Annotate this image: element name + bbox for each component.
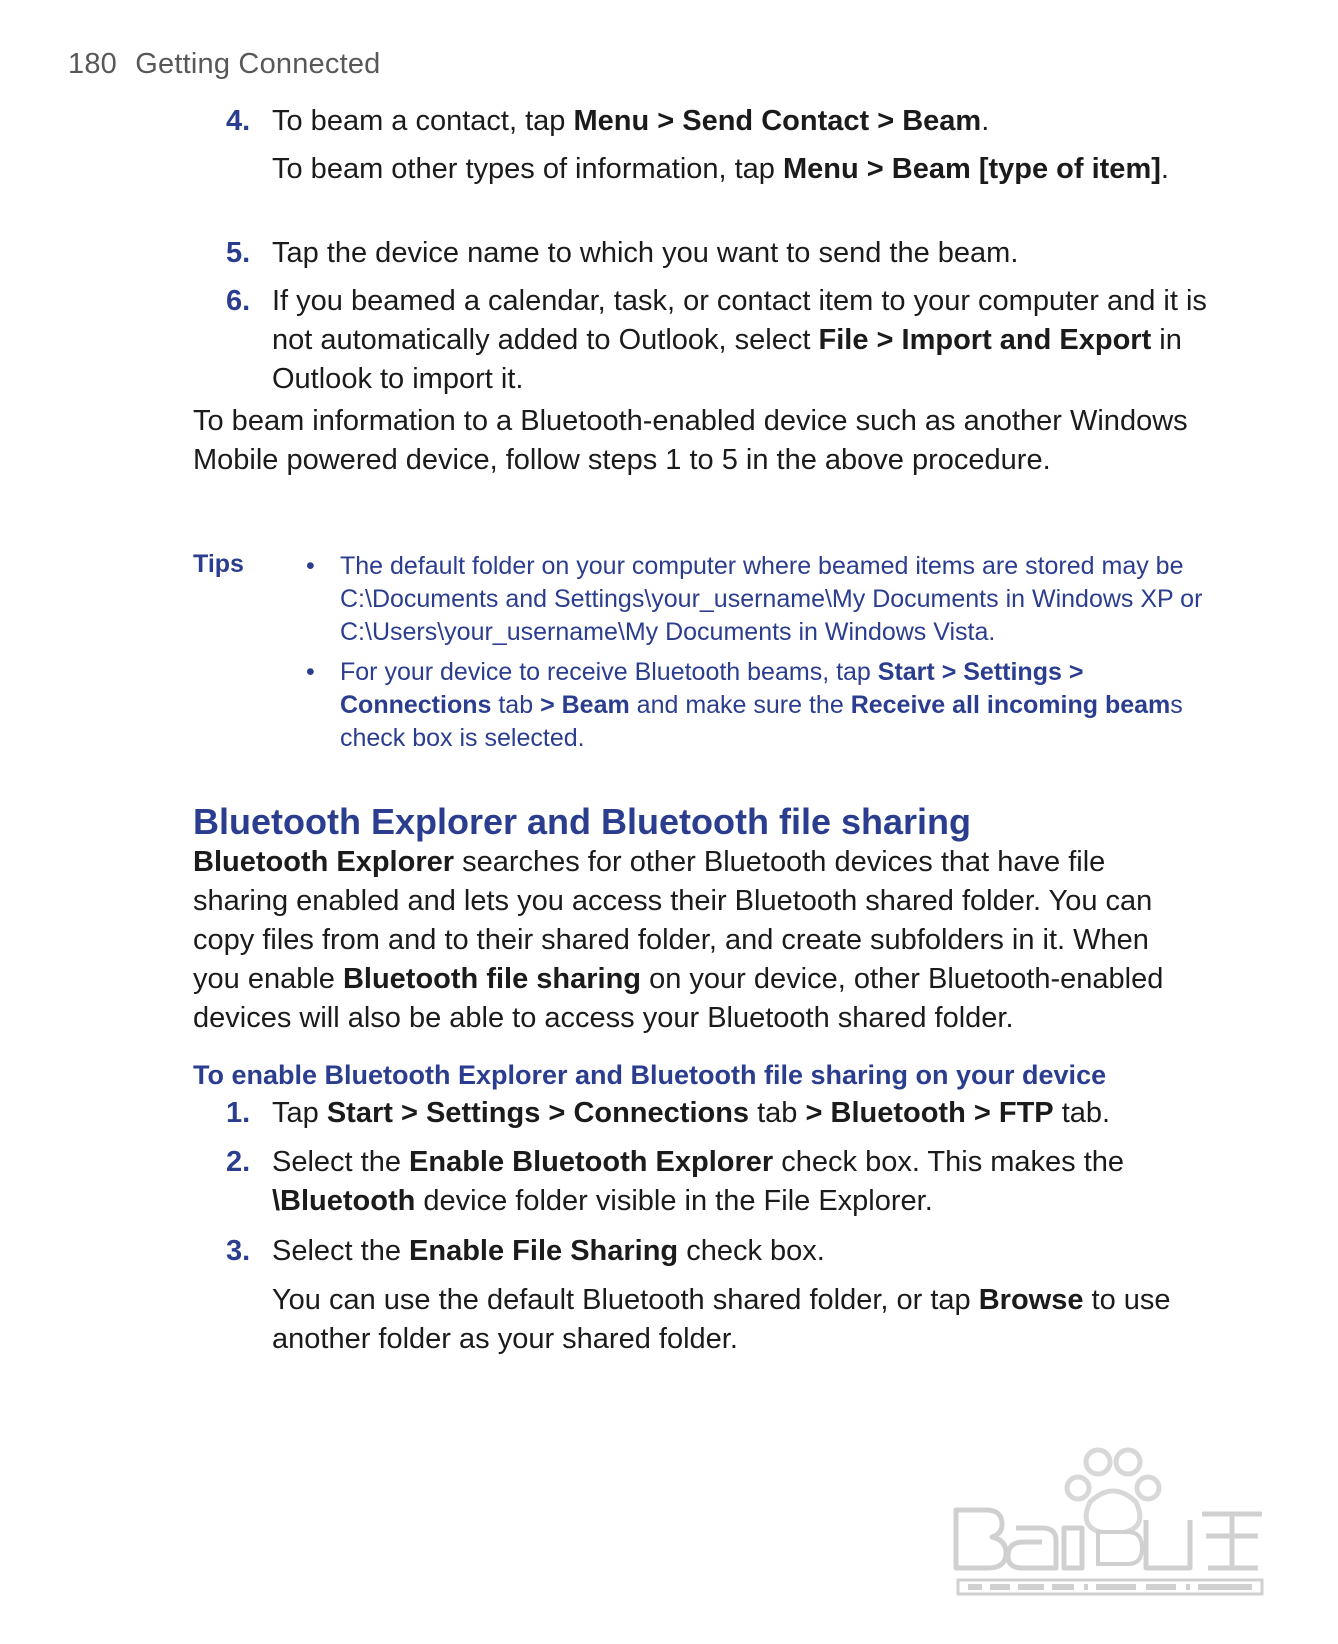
step-number: 4. [226,105,251,137]
text-run: For your device to receive Bluetooth beams, tap [340,658,878,686]
step-number: 6. [226,285,251,317]
text-run: to use another folder as your shared folder. [272,1284,1171,1355]
text-run: Select the [272,1235,410,1267]
bold-term: Settings [425,1097,541,1129]
bold-term: > [392,1097,426,1129]
text-run: s check box is selected. [340,691,1183,752]
bold-term: FTP [998,1097,1054,1129]
text-run: To beam a contact, tap [272,105,574,137]
bold-term: Send Contact [682,105,870,137]
step-text [272,1143,1227,1221]
bold-term: Enable Bluetooth Explorer [409,1146,774,1178]
bold-term: Settings [963,658,1062,686]
step-number: 1. [226,1097,251,1129]
bold-term: Start [877,658,935,686]
bold-term: > [805,1097,823,1129]
bold-term: Bluetooth file sharing [342,963,642,995]
section-name: Getting Connected [135,48,381,80]
text-run: in Outlook to import it. [272,324,1182,395]
step-number: 3. [226,1235,251,1267]
text-run: tab [749,1097,806,1129]
text-run: tab. [1053,1097,1111,1129]
text-run: device folder visible in the File Explorer. [415,1185,933,1217]
bold-term: Connections [573,1097,750,1129]
text-run: The default folder on your computer where beamed items are stored may be C:\Documents and Settings\your_username\My Documents in Windows XP or C:\Users\your_username\My Documents in Windows Vista. [340,552,1203,646]
tip-text [340,656,1220,755]
step-number: 2. [226,1146,251,1178]
bold-term: > [965,1097,999,1129]
bold-term: > [868,324,902,356]
step-text [272,1232,1227,1271]
beam-paragraph: To beam information to a Bluetooth-enabled device such as another Windows Mobile powered device, follow steps 1 to 5 in the above procedure. [193,405,1188,476]
text-run: check box. [678,1235,825,1267]
section-title: Bluetooth Explorer and Bluetooth file sharing [193,801,972,842]
page-header [68,48,381,81]
text-run: . [981,105,990,137]
bold-term: Bluetooth [822,1097,966,1129]
text-run: Select the [272,1146,410,1178]
text-run: and make sure the [629,691,851,719]
procedure-title: To enable Bluetooth Explorer and Bluetooth file sharing on your device [193,1060,1107,1090]
bold-term: > [1061,658,1084,686]
bold-term: Bluetooth Explorer [193,846,455,878]
bullet-icon: • [306,552,315,580]
text-run: searches for other Bluetooth devices that have file sharing enabled and lets you access their Bluetooth shared folder. You can copy files from and to their shared folder, and create subfolders in it. When you enable [193,846,1153,995]
bold-term: Receive all incoming beam [850,691,1171,719]
bold-term: File [818,324,869,356]
bold-term: Menu [783,153,859,185]
bold-term: Menu [573,105,650,137]
tips-label: Tips [193,550,244,578]
text-run: check box. This makes the [773,1146,1125,1178]
bold-term: > [540,691,555,719]
section-paragraph [193,843,1203,1038]
text-run: Tap the device name to which you want to send the beam. [272,237,1019,269]
tip-text [340,550,1220,649]
text-run: If you beamed a calendar, task, or contact item to your computer and it is not automatically added to Outlook, select [272,285,1207,356]
bold-term: Start [326,1097,393,1129]
step-4-note [272,150,1222,189]
bold-term: Browse [978,1284,1084,1316]
text-run: You can use the default Bluetooth shared folder, or tap [272,1284,979,1316]
page-number: 180 [68,48,117,80]
bold-term: > [649,105,683,137]
bullet-icon: • [306,658,315,686]
step-number: 5. [226,237,251,269]
bold-term: Beam [type of item] [891,153,1161,185]
step-text [272,102,1227,141]
bold-term: Import and Export [901,324,1152,356]
bold-term: \Bluetooth [272,1185,416,1217]
bold-term: Enable File Sharing [409,1235,679,1267]
text-run: . [1160,153,1169,185]
text-run: on your device, other Bluetooth-enabled devices will also be able to access your Bluetooth shared folder. [193,963,1164,1034]
bold-term: Connections [340,691,492,719]
baidu-watermark-logo [950,1440,1280,1600]
bold-term: Beam [902,105,982,137]
bold-term: > [858,153,892,185]
bold-term: Beam [554,691,630,719]
bold-term: > [934,658,964,686]
bold-term: > [540,1097,574,1129]
step-3-note [272,1281,1222,1359]
text-run: Tap [272,1097,327,1129]
step-text [272,1094,1227,1133]
text-run: To beam other types of information, tap [272,153,783,185]
step-text [272,234,1227,273]
text-run: tab [491,691,541,719]
bold-term: > [869,105,903,137]
step-text [272,282,1227,399]
